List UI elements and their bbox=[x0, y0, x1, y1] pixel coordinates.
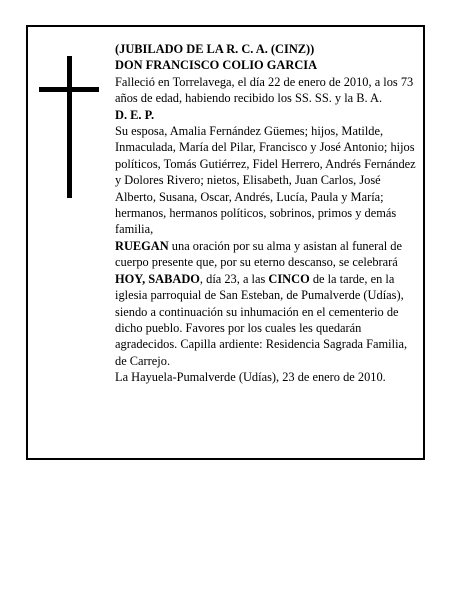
dep-line: D. E. P. bbox=[115, 107, 155, 122]
request-text-2: , día 23, a las bbox=[199, 271, 269, 286]
cross-icon bbox=[39, 56, 99, 198]
cross-vertical-bar bbox=[67, 56, 72, 198]
request-text-3: de la tarde, en la iglesia parroquial de San Esteban, de Pumalverde (Udías), siendo a continuación su inhumación en el cementerio de dicho pueblo. Favores por los cuales les quedarán agradecidos. Capilla ardiente: Residencia Sagrada Familia, de Carrejo. bbox=[115, 271, 408, 368]
place-date: La Hayuela-Pumalverde (Udías), 23 de enero de 2010. bbox=[115, 370, 386, 385]
request-text-1: una oración por su alma y asistan al funeral de cuerpo presente que, por su eterno descanso, se celebrará bbox=[115, 238, 402, 270]
obituary-notice bbox=[26, 25, 425, 460]
funeral-hour: CINCO bbox=[268, 271, 310, 286]
funeral-request bbox=[115, 238, 419, 369]
deceased-name: DON FRANCISCO COLIO GARCIA bbox=[115, 58, 318, 73]
notice-body bbox=[115, 41, 419, 386]
header-line: (JUBILADO DE LA R. C. A. (CINZ)) bbox=[115, 42, 315, 56]
ruegan-label: RUEGAN bbox=[115, 238, 169, 253]
funeral-day: HOY, SABADO bbox=[115, 271, 200, 286]
cross-horizontal-bar bbox=[39, 87, 99, 92]
death-info: Falleció en Torrelavega, el día 22 de enero de 2010, a los 73 años de edad, habiendo recibido los SS. SS. y la B. A. bbox=[115, 74, 414, 106]
family-list: Su esposa, Amalia Fernández Güemes; hijos, Matilde, Inmaculada, María del Pilar, Francisco y José Antonio; hijos políticos, Tomás Gutiérrez, Fidel Herrero, Andrés Fernández y Dolores Rivero; nietos, Elisabeth, Juan Carlos, José Alberto, Susana, Oscar, Andrés, Lucía, Paula y María; hermanos, hermanos políticos, sobrinos, primos y demás familia, bbox=[115, 124, 416, 237]
